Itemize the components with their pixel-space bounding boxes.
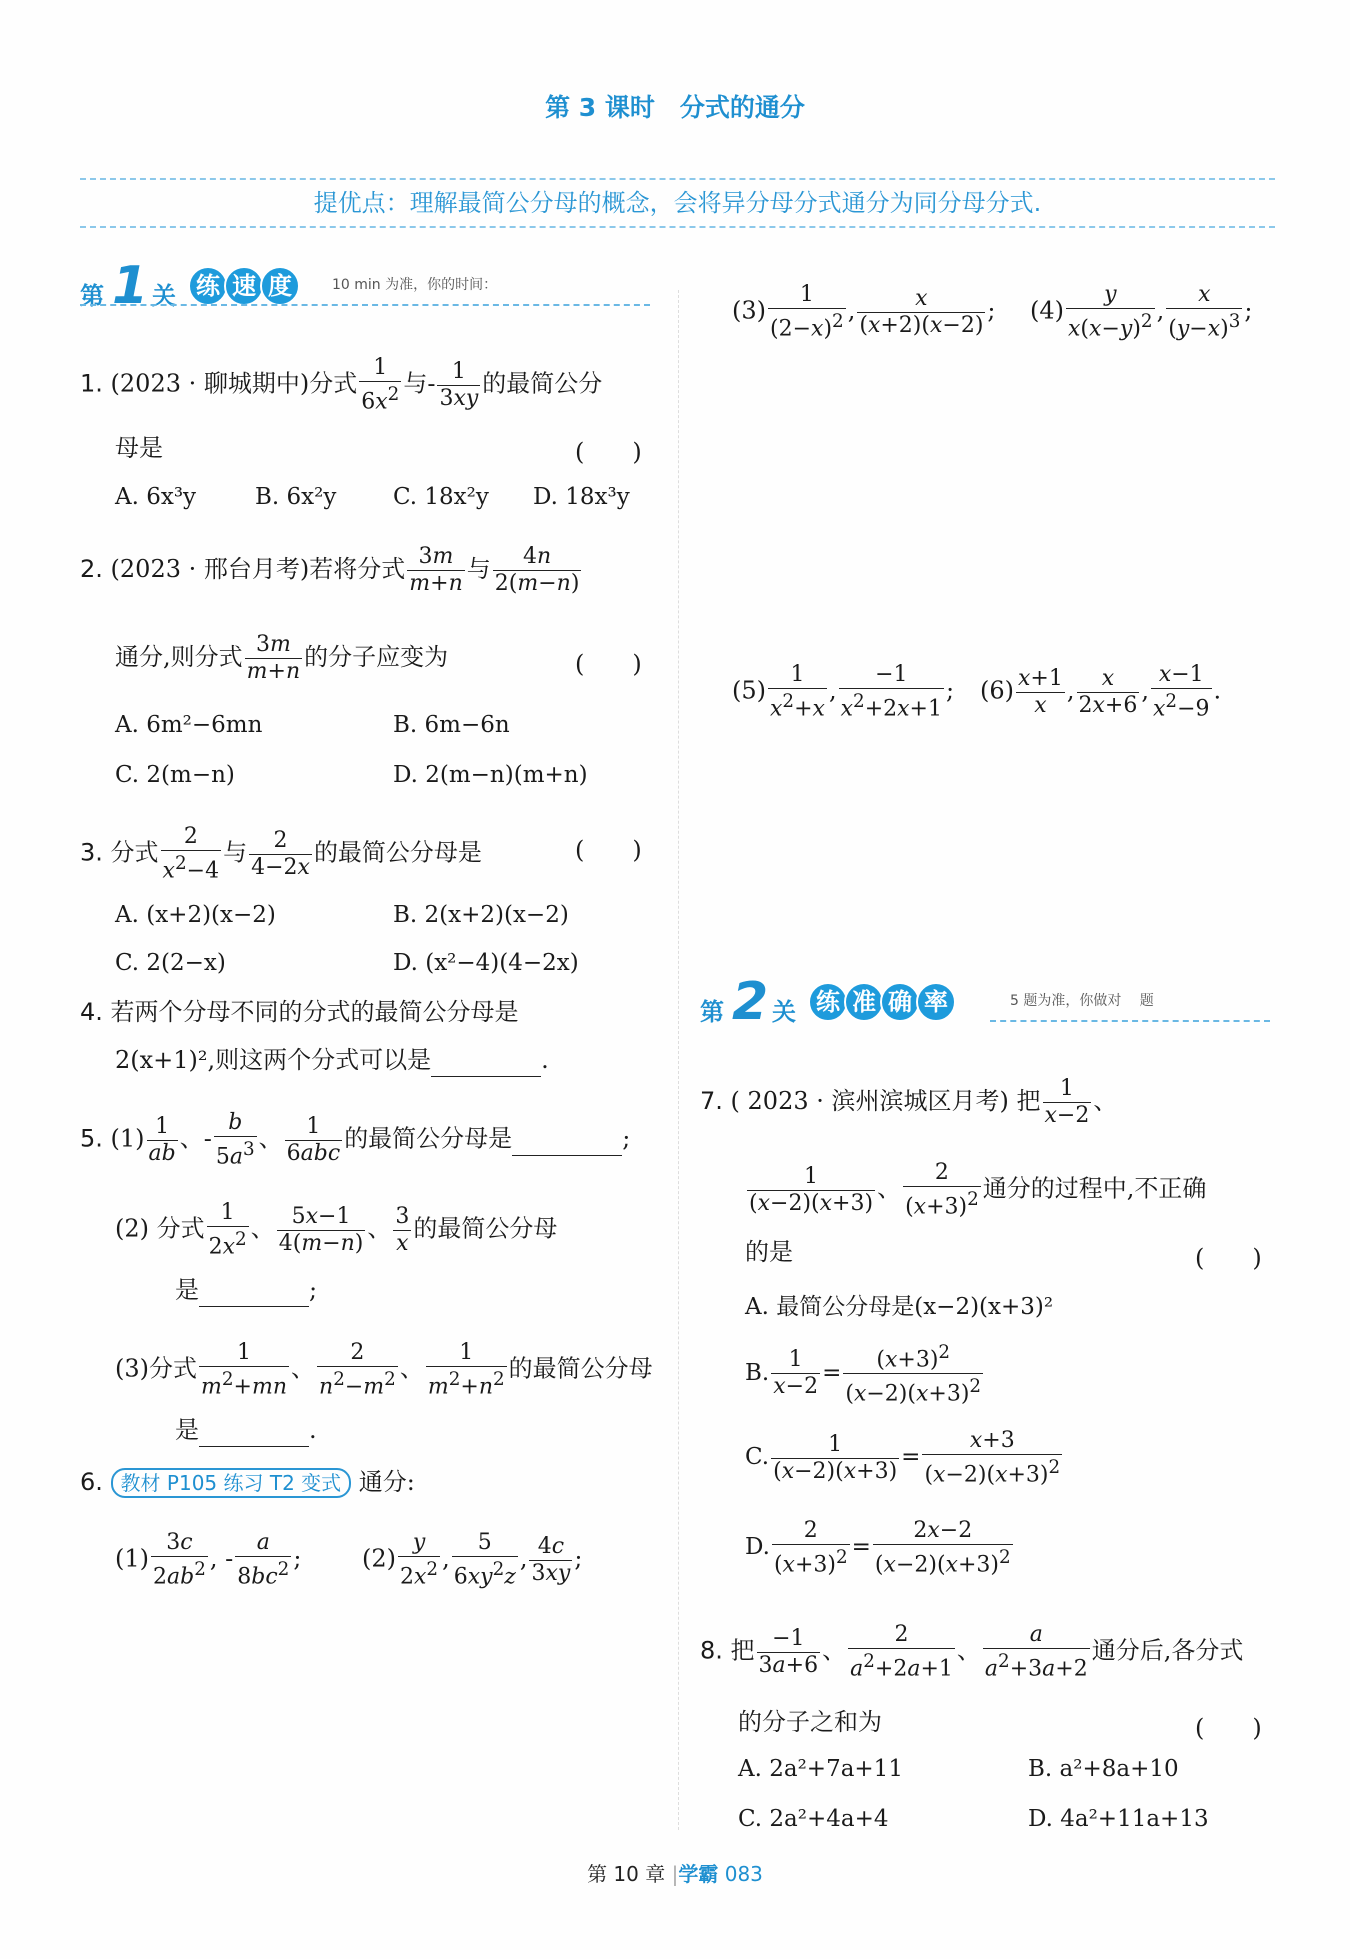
answer-paren: ( ) (1195, 1714, 1262, 1742)
option-b: B. a²+8a+10 (1028, 1756, 1179, 1782)
section-2-di: 第 (700, 998, 724, 1026)
fraction: $\frac{3m}{m+n}$ (246, 632, 301, 684)
option-a: A. 6x³y (115, 484, 197, 510)
answer-paren: ( ) (575, 650, 642, 678)
part-label: (3) (732, 296, 766, 325)
question-8: 8. 把 $\frac{-1}{3a+6}$ 、 $\frac{2}{a^2+2a+1}$ 、 $\frac{a}{a^2+3a+2}$ 通分后,各分式 (700, 1622, 1244, 1682)
fraction: $\frac{1}{m^2+n^2}$ (427, 1340, 505, 1400)
answer-paren: ( ) (1195, 1244, 1262, 1272)
fraction: $\frac{1}{6x^2}$ (361, 355, 400, 415)
question-8-line2: 的分子之和为 (738, 1708, 882, 1736)
question-6-part-4: (4) $\frac{y}{x(x-y)^2}$ , $\frac{x}{(y-x)^3}$ ; (1030, 282, 1253, 342)
question-text: 分式 (110, 838, 159, 867)
answer-blank[interactable] (431, 1044, 541, 1077)
page-footer: 第 10 章 |学霸 083 (587, 1862, 763, 1886)
question-number: 5. (80, 1124, 103, 1153)
option-c: C. 2(2−x) (115, 950, 226, 976)
question-5-part-1: 5. (1) $\frac{1}{ab}$ 、- $\frac{b}{5a^3}$ 、 1 6abc 的最简公分母是 ; (80, 1110, 631, 1170)
question-7: 7. ( 2023 · 滨州滨城区月考) 把 $\frac{1}{x-2}$ 、 (700, 1076, 1118, 1128)
question-number: 8. (700, 1636, 723, 1665)
section-1-pill: 练 (188, 266, 228, 306)
section-2-number: 2 (732, 972, 769, 1032)
question-4 (80, 996, 519, 1028)
section-2-pill: 确 (880, 982, 920, 1022)
fraction: $\frac{x+3}{(x-2)(x+3)^2}$ (924, 1428, 1061, 1488)
option-a: A. 2a²+7a+11 (738, 1756, 903, 1782)
question-6-part-5: (5) $\frac{1}{x^2+x}$ , $\frac{-1}{x^2+2x+1}$ ; (732, 662, 955, 722)
option-a: A. 6m²−6mn (115, 712, 263, 738)
footer-chapter: 第 10 章 (587, 1862, 666, 1886)
question-5-part-3: (3)分式 $\frac{1}{m^2+mn}$ 、 $\frac{2}{n^2-m^2}$ 、 $\frac{1}{m^2+n^2}$ 的最简公分母 (115, 1340, 653, 1400)
section-1-header (80, 256, 660, 316)
section-2-pill: 率 (916, 982, 956, 1022)
fraction: $\frac{1}{x-2}$ (773, 1347, 819, 1400)
option-a: A. 最简公分母是(x−2)(x+3)² (745, 1294, 1054, 1320)
question-1 (80, 355, 602, 415)
textbook-tag: 教材 P105 练习 T2 变式 (111, 1468, 352, 1498)
part-label: (6) (980, 676, 1014, 705)
question-text: 若两个分母不同的分式的最简公分母是 (110, 998, 519, 1026)
option-label: D. (745, 1534, 770, 1561)
question-source: (2023 · 聊城期中)分式 (110, 369, 358, 398)
fraction: $\frac{2}{(x+3)^2}$ (905, 1160, 979, 1220)
question-number: 6. (80, 1468, 103, 1496)
fraction: $\frac{3}{x}$ (395, 1203, 410, 1256)
fraction: $\frac{1}{m^2+mn}$ (201, 1340, 288, 1400)
part-label: (5) (732, 676, 766, 705)
section-1-title (188, 266, 296, 306)
fraction: $\frac{a}{8bc^2}$ (237, 1530, 290, 1590)
fraction: $\frac{1}{x^2+x}$ (770, 662, 825, 722)
fraction: $\frac{y}{2x^2}$ (400, 1530, 439, 1590)
question-6-part-1: (1) $\frac{3c}{2ab^2}$ , - $\frac{a}{8bc^2}$ ; (115, 1530, 302, 1590)
question-text: 通分: (358, 1468, 415, 1496)
question-2 (80, 544, 583, 597)
question-text: 与 (466, 555, 491, 583)
question-text: 通分后,各分式 (1091, 1636, 1244, 1665)
question-number: 1. (80, 369, 103, 398)
answer-paren: ( ) (575, 836, 642, 864)
fraction: $\frac{-1}{3a+6}$ (758, 1625, 819, 1678)
fraction: $\frac{(x+3)^2}{(x-2)(x+3)^2}$ (845, 1342, 982, 1407)
fraction: $\frac{2}{a^2+2a+1}$ (850, 1622, 953, 1682)
option-a: A. (x+2)(x−2) (115, 902, 276, 928)
fraction: $\frac{1}{(2-x)^2}$ (770, 282, 844, 342)
section-1-pill: 度 (260, 266, 300, 306)
answer-blank[interactable] (199, 1414, 309, 1447)
question-2-line2 (115, 632, 448, 685)
fraction: $\frac{3c}{2ab^2}$ (153, 1530, 206, 1590)
section-2-note: 5 题为准，你做对 题 (1010, 993, 1154, 1009)
option-d: D. $\frac{2}{(x+3)^2}$ = $\frac{2x-2}{(x-2)(x+3)^2}$ (745, 1518, 1011, 1578)
question-text: 与- (403, 369, 436, 398)
section-1-guan: 关 (152, 282, 176, 310)
question-text: 2(x+1)²,则这两个分式可以是 (115, 1046, 432, 1074)
question-text: 是 (175, 1276, 199, 1304)
question-text: 的最简公分母 (508, 1354, 653, 1383)
section-1-di: 第 (80, 282, 104, 310)
fraction: $\frac{2}{(x+3)^2}$ (773, 1518, 848, 1578)
section-1-note: 10 min 为准，你的时间： (332, 277, 498, 293)
option-d: D. (x²−4)(4−2x) (393, 950, 579, 976)
footer-brand: 学霸 (678, 1862, 719, 1886)
section-2-pill: 练 (808, 982, 848, 1022)
question-6 (80, 1466, 415, 1498)
option-b: B. 6x²y (255, 484, 337, 510)
question-4-line2: 2(x+1)²,则这两个分式可以是 . (115, 1044, 549, 1077)
fraction: $\frac{2}{4-2x}$ (251, 827, 310, 880)
fraction: $\frac{x}{(x+2)(x-2)}$ (859, 285, 984, 338)
question-source: ( 2023 · 滨州滨城区月考) 把 (730, 1087, 1041, 1115)
option-c: C. 18x²y (393, 484, 489, 510)
fraction: $\frac{4c}{3xy}$ (531, 1533, 571, 1586)
option-d: D. 2(m−n)(m+n) (393, 762, 588, 788)
answer-blank[interactable] (199, 1274, 309, 1307)
fraction: $\frac{y}{x(x-y)^2}$ (1068, 282, 1153, 342)
section-2-pill: 准 (844, 982, 884, 1022)
option-c: C. 2(m−n) (115, 762, 235, 788)
option-label: B. (745, 1359, 770, 1386)
question-text: 的最简公分母 (413, 1214, 558, 1243)
question-text: 的最简公分母是 (313, 838, 482, 867)
question-text: 把 (730, 1636, 755, 1665)
section-1-pill: 速 (224, 266, 264, 306)
part-label: (1) (110, 1124, 145, 1153)
question-text: 通分,则分式 (115, 643, 243, 671)
section-1-underline (80, 304, 650, 306)
question-number: 4. (80, 998, 103, 1026)
fraction: $\frac{-1}{x^2+2x+1}$ (840, 662, 942, 722)
section-2-header (700, 972, 1280, 1032)
question-number: 7. (700, 1087, 723, 1115)
question-text: 的最简公分 (482, 369, 603, 398)
question-3 (80, 824, 482, 884)
option-b: B. $\frac{1}{x-2}$ = $\frac{(x+3)^2}{(x-2)(x+3)^2}$ (745, 1342, 982, 1407)
question-text: 是 (175, 1416, 199, 1444)
question-6-part-6: (6) $\frac{x+1}{x}$ , $\frac{x}{2x+6}$ , $\frac{x-1}{x^2-9}$ . (980, 662, 1222, 722)
fraction: $\frac{1}{(x-2)(x+3)}$ (773, 1431, 898, 1484)
option-c: C. 2a²+4a+4 (738, 1806, 889, 1832)
question-1-line2: 母是 (115, 434, 163, 462)
fraction: $\frac{b}{5a^3}$ (215, 1110, 255, 1170)
answer-blank[interactable] (512, 1123, 622, 1156)
fraction: $\frac{1}{3xy}$ (439, 358, 479, 411)
answer-paren: ( ) (575, 438, 642, 466)
section-2-underline (990, 1020, 1270, 1022)
fraction: 1 6abc (286, 1113, 341, 1166)
fraction: $\frac{4n}{2(m-n)}$ (494, 544, 580, 596)
option-d: D. 4a²+11a+13 (1028, 1806, 1209, 1832)
column-divider (678, 290, 679, 1830)
question-text: 的分子应变为 (304, 643, 449, 671)
footer-page-number: 083 (724, 1862, 763, 1886)
question-7-line3: 的是 (745, 1238, 793, 1266)
option-b: B. 6m−6n (393, 712, 510, 738)
tip-banner: 提优点：理解最简公分母的概念，会将异分母分式通分为同分母分式. (80, 178, 1275, 228)
section-2-title (808, 982, 952, 1022)
question-7-line2: $\frac{1}{(x-2)(x+3)}$ 、 $\frac{2}{(x+3)^2}$ 通分的过程中,不正确 (749, 1160, 1207, 1220)
question-5-part-2: (2) 分式 $\frac{1}{2x^2}$ 、 $\frac{5x-1}{4(m-n)}$ 、 $\frac{3}{x}$ 的最简公分母 (115, 1200, 558, 1260)
question-number: 2. (80, 555, 103, 583)
section-1-number: 1 (112, 256, 149, 316)
question-text: 的最简公分母是 (344, 1124, 513, 1153)
section-2-guan: 关 (772, 998, 796, 1026)
option-c: C. $\frac{1}{(x-2)(x+3)}$ = $\frac{x+3}{(x-2)(x+3)^2}$ (745, 1428, 1061, 1488)
fraction: $\frac{a}{a^2+3a+2}$ (984, 1622, 1088, 1682)
fraction: $\frac{3m}{m+n}$ (409, 544, 463, 596)
part-label: (2) (362, 1544, 396, 1573)
part-label: (2) 分式 (115, 1214, 205, 1243)
question-6-part-3: (3) $\frac{1}{(2-x)^2}$ , $\frac{x}{(x+2)(x-2)}$ ; (732, 282, 996, 342)
option-label: C. (745, 1444, 770, 1471)
option-d: D. 18x³y (533, 484, 630, 510)
fraction: $\frac{2}{x^2-4}$ (162, 824, 220, 884)
fraction: $\frac{5}{6xy^2z}$ (453, 1530, 516, 1590)
fraction: $\frac{5x-1}{4(m-n)}$ (278, 1203, 364, 1256)
lesson-title: 第 3 课时 分式的通分 (545, 93, 805, 122)
option-b: B. 2(x+2)(x−2) (393, 902, 569, 928)
fraction: $\frac{x+1}{x}$ (1018, 665, 1063, 718)
fraction: $\frac{x}{2x+6}$ (1078, 665, 1138, 718)
question-5-part-3-line2: 是 . (175, 1414, 317, 1447)
fraction: $\frac{1}{(x-2)(x+3)}$ (749, 1163, 874, 1216)
part-label: (1) (115, 1544, 149, 1573)
fraction: $\frac{1}{x-2}$ (1044, 1076, 1090, 1128)
fraction: $\frac{1}{ab}$ (148, 1113, 176, 1166)
fraction: $\frac{x}{(y-x)^3}$ (1168, 282, 1241, 342)
question-number: 3. (80, 838, 103, 867)
part-label: (4) (1030, 296, 1064, 325)
question-5-part-2-line2: 是 ; (175, 1274, 317, 1307)
fraction: $\frac{x-1}{x^2-9}$ (1153, 662, 1210, 722)
fraction: $\frac{2x-2}{(x-2)(x+3)^2}$ (874, 1518, 1011, 1578)
question-text: 通分的过程中,不正确 (982, 1174, 1207, 1203)
part-label: (3)分式 (115, 1354, 197, 1383)
fraction: $\frac{1}{2x^2}$ (208, 1200, 247, 1260)
question-source: (2023 · 邢台月考)若将分式 (110, 555, 406, 583)
question-6-part-2: (2) $\frac{y}{2x^2}$ , $\frac{5}{6xy^2z}$ , $\frac{4c}{3xy}$ ; (362, 1530, 583, 1590)
fraction: $\frac{2}{n^2-m^2}$ (319, 1340, 396, 1400)
question-text: 与 (223, 838, 248, 867)
